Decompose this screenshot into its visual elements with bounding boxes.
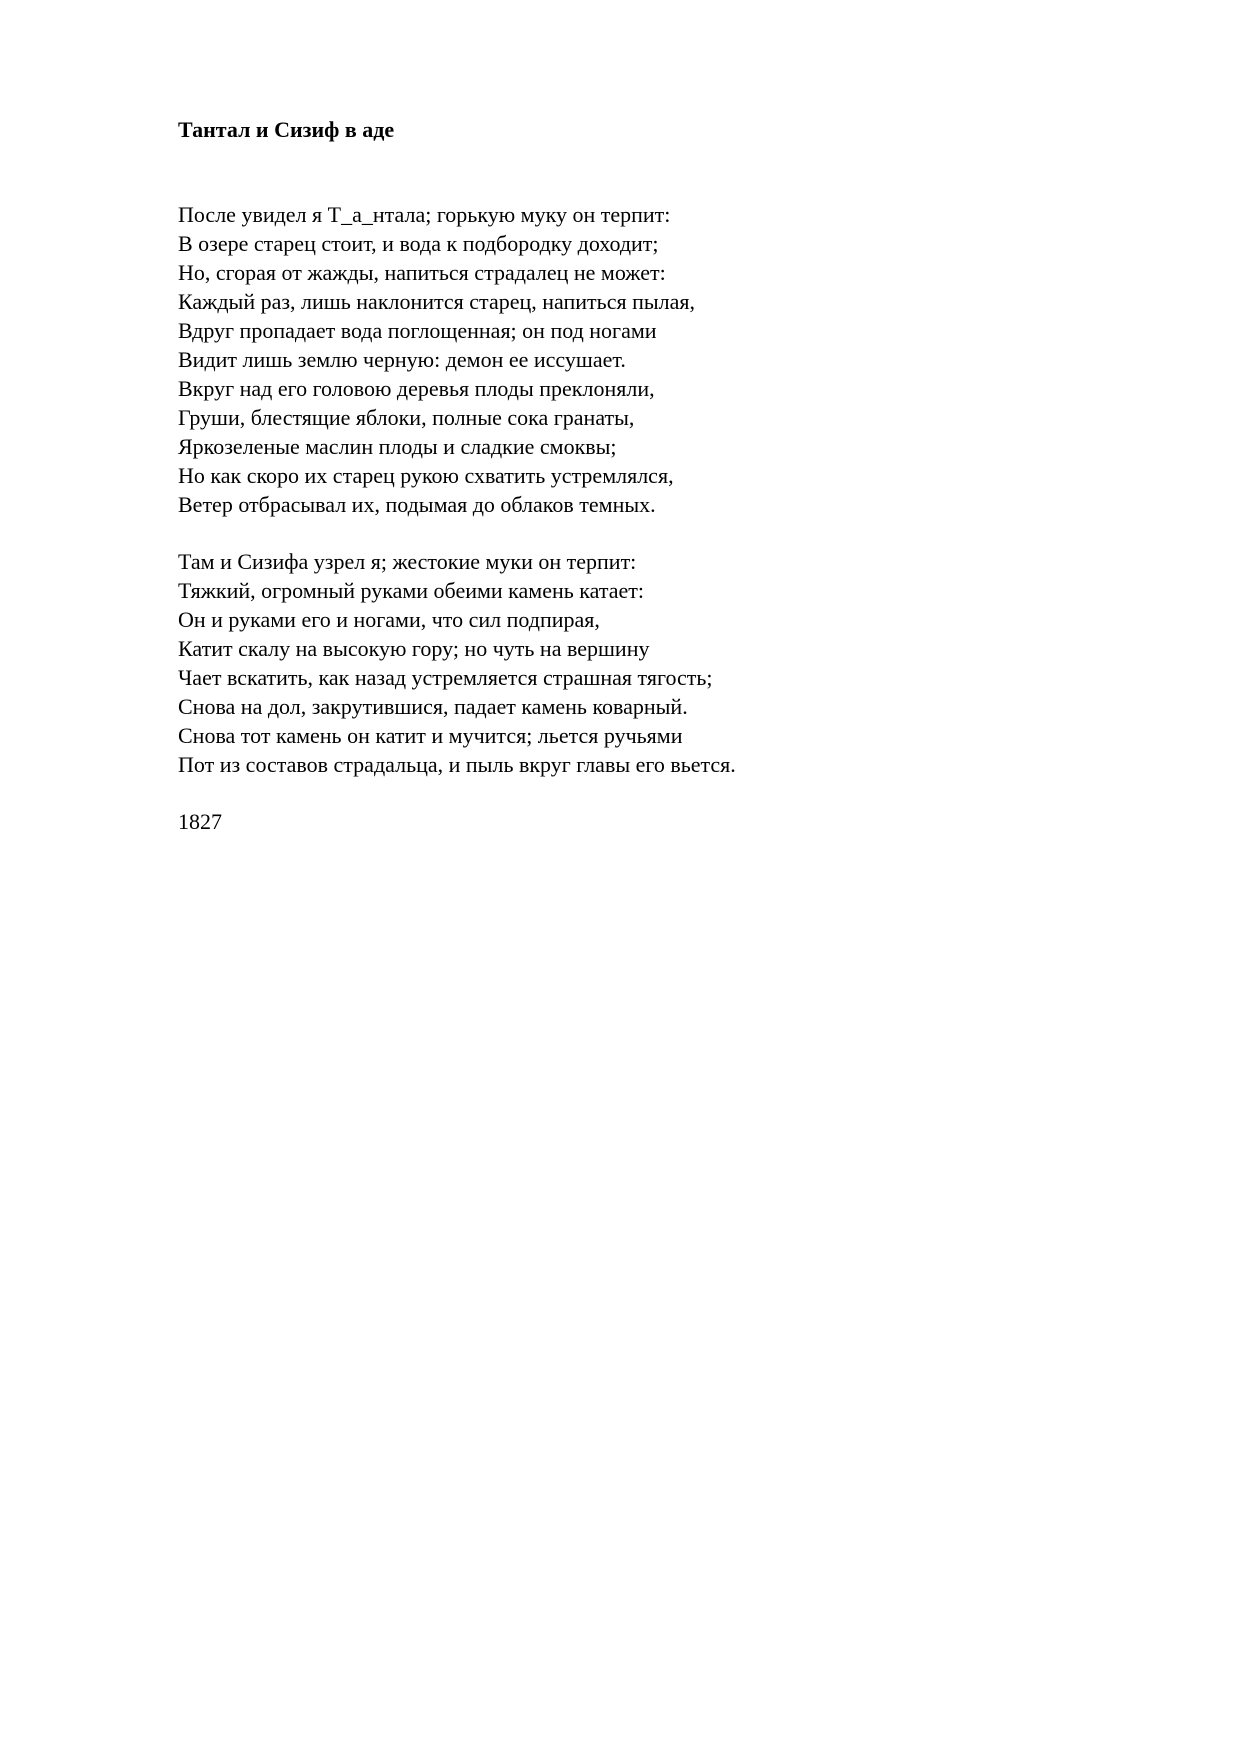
stanza-2	[178, 547, 1078, 779]
poem-line: Каждый раз, лишь наклонится старец, напиться пылая,	[178, 289, 695, 314]
poem-line: Груши, блестящие яблоки, полные сока гранаты,	[178, 405, 635, 430]
poem-line: Он и руками его и ногами, что сил подпирая,	[178, 607, 600, 632]
poem-line: Вдруг пропадает вода поглощенная; он под ногами	[178, 318, 657, 343]
poem-line: Пот из составов страдальца, и пыль вкруг главы его вьется.	[178, 752, 736, 777]
poem-line: В озере старец стоит, и вода к подбородку доходит;	[178, 231, 659, 256]
poem-line: Вкруг над его головою деревья плоды преклоняли,	[178, 376, 655, 401]
poem-line: Снова тот камень он катит и мучится; льется ручьями	[178, 723, 683, 748]
poem-line: Видит лишь землю черную: демон ее иссушает.	[178, 347, 626, 372]
poem-line: Но как скоро их старец рукою схватить устремлялся,	[178, 463, 674, 488]
poem-line: Яркозеленые маслин плоды и сладкие смоквы;	[178, 434, 617, 459]
document-page	[178, 116, 1078, 836]
poem-line: Но, сгорая от жажды, напиться страдалец не может:	[178, 260, 666, 285]
poem-line: Тяжкий, огромный руками обеими камень катает:	[178, 578, 644, 603]
poem-line: Там и Сизифа узрел я; жестокие муки он терпит:	[178, 549, 637, 574]
poem-line: Чает вскатить, как назад устремляется страшная тягость;	[178, 665, 713, 690]
poem-line: Ветер отбрасывал их, подымая до облаков темных.	[178, 492, 656, 517]
poem-line: Снова на дол, закрутившися, падает камень коварный.	[178, 694, 688, 719]
poem-year: 1827	[178, 809, 222, 834]
poem-line: Катит скалу на высокую гору; но чуть на вершину	[178, 636, 650, 661]
poem-title: Тантал и Сизиф в аде	[178, 117, 395, 142]
stanza-1	[178, 200, 1078, 519]
poem-line: После увидел я Т_а_нтала; горькую муку он терпит:	[178, 202, 671, 227]
